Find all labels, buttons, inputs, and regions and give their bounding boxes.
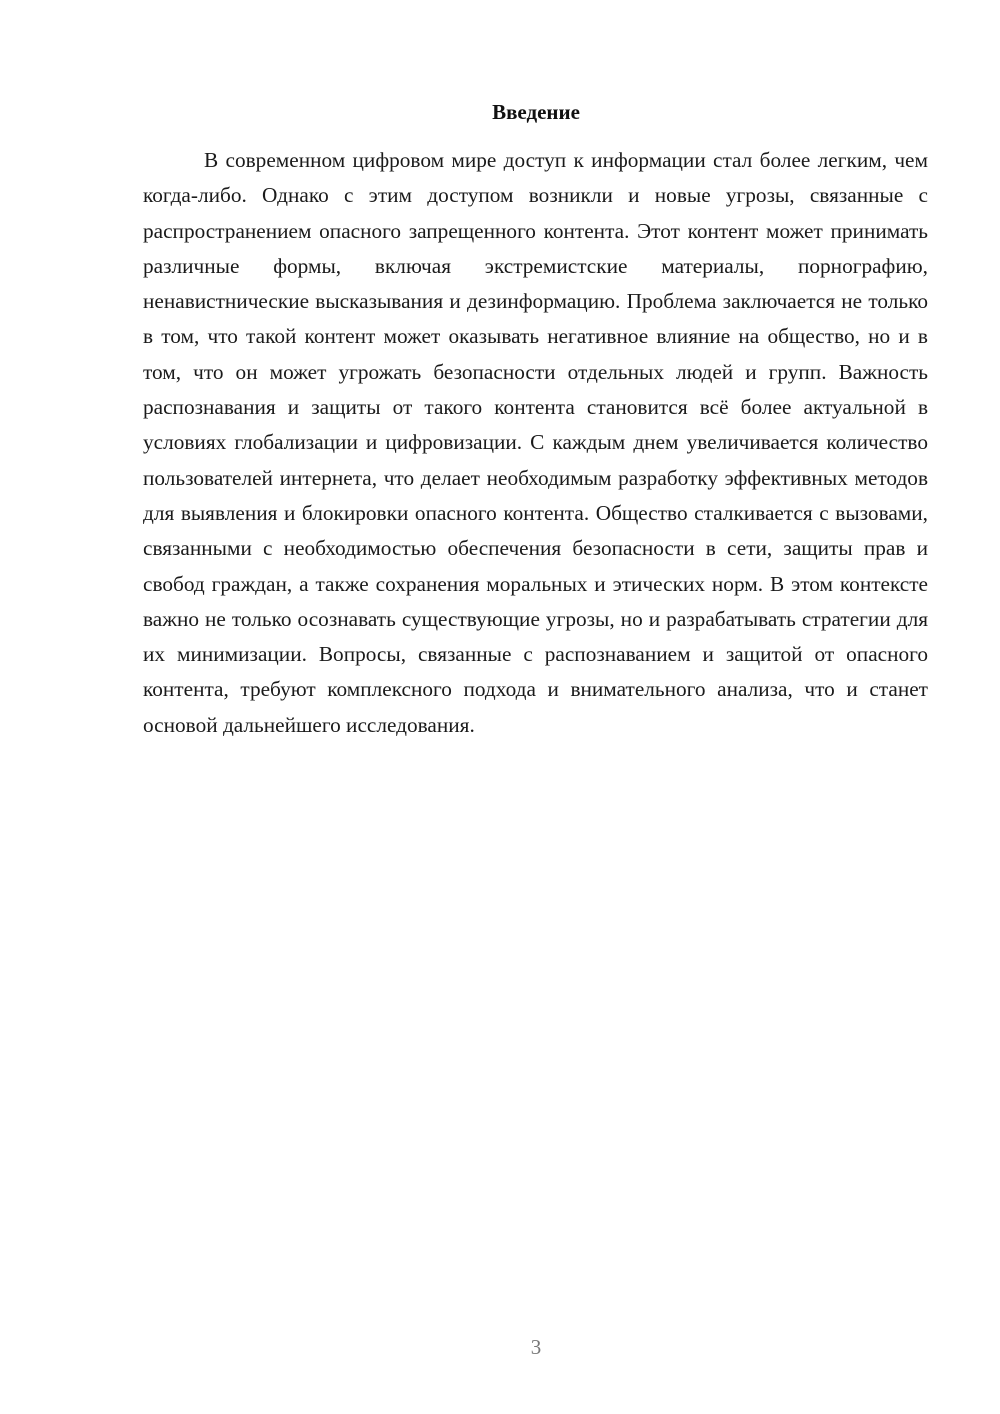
section-heading: Введение [492,100,580,124]
body-paragraph: В современном цифровом мире доступ к информации стал более легким, чем когда-либо. Однако с этим доступом возникли и новые угрозы, связанные с распространением опасного запрещенного контента. Этот контент может принимать различные формы, включая экстремистские материалы, порнографию, ненавистнические высказывания и дезинформацию. Проблема заключается не только в том, что такой контент может оказывать негативное влияние на общество, но и в том, что он может угрожать безопасности отдельных людей и групп. Важность распознавания и защиты от такого контента становится всё более актуальной в условиях глобализации и цифровизации. С каждым днем увеличивается количество пользователей интернета, что делает необходимым разработку эффективных методов для выявления и блокировки опасного контента. Общество сталкивается с вызовами, связанными с необходимостью обеспечения безопасности в сети, защиты прав и свобод граждан, а также сохранения моральных и этических норм. В этом контексте важно не только осознавать существующие угрозы, но и разрабатывать стратегии для их минимизации. Вопросы, связанные с распознаванием и защитой от опасного контента, требуют комплексного подхода и внимательного анализа, что и станет основой дальнейшего исследования. [143,148,928,737]
page-number: 3 [530,1335,542,1359]
